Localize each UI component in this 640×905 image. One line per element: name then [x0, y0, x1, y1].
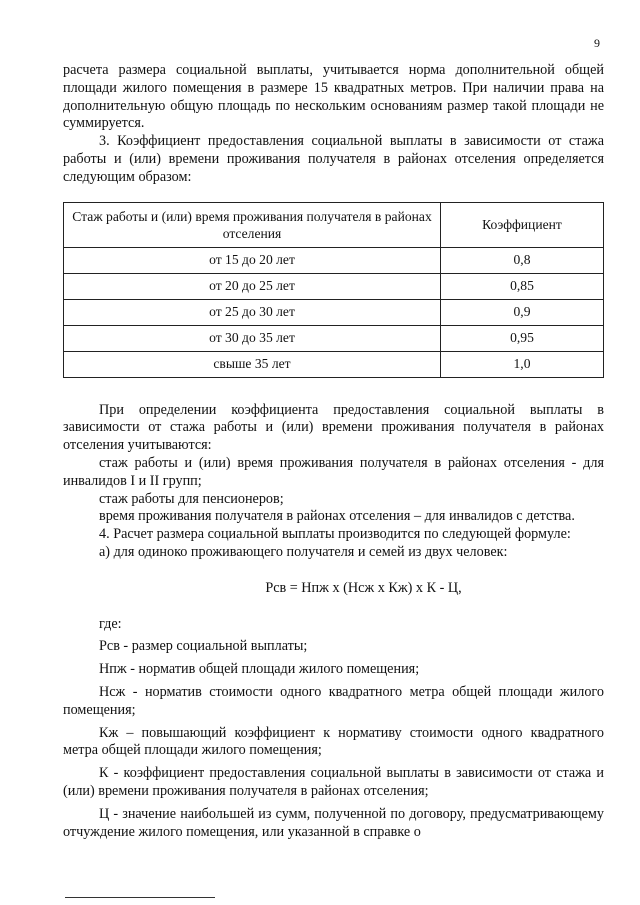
page-number: 9: [594, 36, 600, 50]
table-header-cell: Стаж работы и (или) время проживания получателя в районах отселения: [64, 202, 441, 247]
document-body: [63, 62, 604, 841]
table-cell: от 15 до 20 лет: [64, 247, 441, 273]
definition: Нсж - норматив стоимости одного квадратного метра общей площади жилого помещения;: [63, 683, 604, 718]
table-cell: 0,9: [441, 299, 604, 325]
coefficient-table: [63, 202, 604, 378]
definition: Нпж - норматив общей площади жилого помещения;: [99, 661, 420, 678]
paragraph: При определении коэффициента предоставления социальной выплаты в зависимости от стажа работы и (или) времени проживания получателя в районах отселения учитываются:: [63, 401, 604, 454]
definition: К - коэффициент предоставления социальной выплаты в зависимости от стажа и (или) времени проживания получателя в районах отселения;: [63, 765, 604, 799]
table-row: [64, 351, 604, 377]
paragraph: стаж работы для пенсионеров;: [99, 490, 284, 507]
paragraph: время проживания получателя в районах отселения – для инвалидов с детства.: [99, 508, 575, 525]
paragraph: 4. Расчет размера социальной выплаты производится по следующей формуле:: [99, 526, 571, 543]
table-cell: от 20 до 25 лет: [64, 273, 441, 299]
table-cell: 1,0: [441, 351, 604, 377]
definition: Рсв - размер социальной выплаты;: [99, 638, 308, 655]
table-cell: от 30 до 35 лет: [64, 325, 441, 351]
paragraph: стаж работы и (или) время проживания получателя в районах отселения - для инвалидов I и II групп;: [63, 454, 604, 489]
table-cell: 0,8: [441, 247, 604, 273]
formula: Рсв = Нпж х (Нсж х Кж) х К - Ц,: [265, 579, 462, 596]
table-cell: свыше 35 лет: [64, 351, 441, 377]
table-row: [64, 273, 604, 299]
footnote-divider: [65, 897, 215, 898]
table-row: [64, 299, 604, 325]
where-label: где:: [99, 615, 122, 632]
table-row: [64, 325, 604, 351]
table-row: [64, 247, 604, 273]
table-header-row: [64, 202, 604, 247]
paragraph: расчета размера социальной выплаты, учитывается норма дополнительной общей площади жилого помещения в размере 15 квадратных метров. При наличии права на дополнительную общую площадь по нескольким основаниям размер такой площади не суммируется.: [63, 62, 604, 132]
table-cell: от 25 до 30 лет: [64, 299, 441, 325]
table-cell: 0,85: [441, 273, 604, 299]
table-cell: 0,95: [441, 325, 604, 351]
definition: Ц - значение наибольшей из сумм, полученной по договору, предусматривающему отчуждение жилого помещения, или указанной в справке о: [63, 805, 604, 840]
definition: Кж – повышающий коэффициент к нормативу стоимости одного квадратного метра общей площади жилого помещения;: [63, 724, 604, 759]
paragraph: а) для одиноко проживающего получателя и семей из двух человек:: [99, 543, 508, 560]
paragraph: 3. Коэффициент предоставления социальной выплаты в зависимости от стажа работы и (или) времени проживания получателя в районах отселения определяется следующим образом:: [63, 133, 604, 185]
table-header-cell: Коэффициент: [441, 202, 604, 247]
